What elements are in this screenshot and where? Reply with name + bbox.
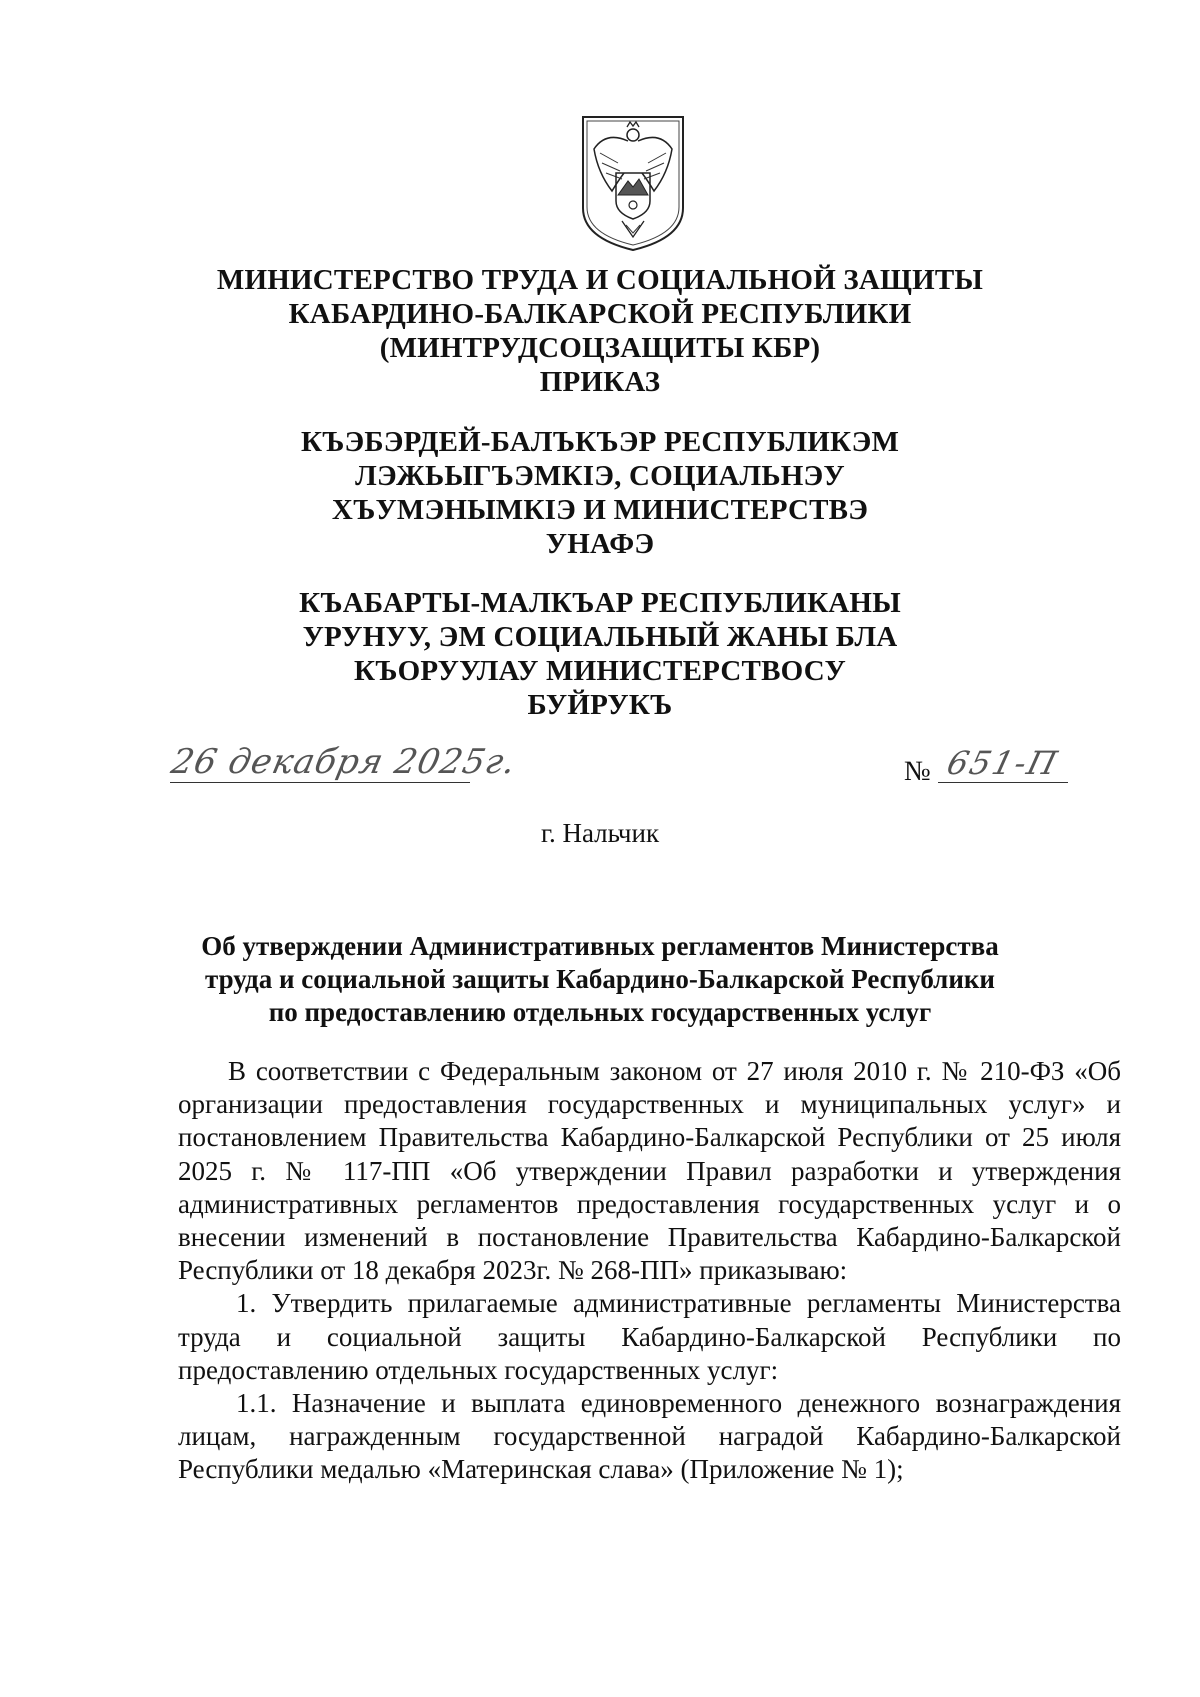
header-ru-line-3: (МИНТРУДСОЦЗАЩИТЫ КБР) xyxy=(379,332,821,364)
header-kab-line-2: ЛЭЖЬЫГЪЭМКIЭ, СОЦИАЛЬНЭУ xyxy=(355,460,845,492)
number-label: № xyxy=(904,756,931,787)
item-1-1-paragraph: 1.1. Назначение и выплата единовременного денежного вознаграждения лицам, награжденным государственной наградой Кабардино-Балкарской Республики медалью «Материнская слава» (Приложение № 1); xyxy=(178,1388,1121,1485)
title-line-1: Об утверждении Административных регламентов Министерства xyxy=(201,931,999,961)
header-kab xyxy=(150,425,1050,561)
header-ru-line-4: ПРИКАЗ xyxy=(539,366,661,398)
date-handwritten: 26 декабря 2025г. xyxy=(167,742,520,782)
date-underline xyxy=(170,782,470,783)
city: г. Нальчик xyxy=(540,818,660,848)
document-title xyxy=(150,930,1050,1029)
header-bal-line-2: УРУНУУ, ЭМ СОЦИАЛЬНЫЙ ЖАНЫ БЛА xyxy=(302,621,898,653)
header-bal-line-3: КЪОРУУЛАУ МИНИСТЕРСТВОСУ xyxy=(354,655,846,687)
number-handwritten: 651-П xyxy=(943,744,1063,782)
number-underline xyxy=(938,782,1068,783)
kbr-coat-of-arms-icon xyxy=(578,113,688,253)
item-1-paragraph: 1. Утвердить прилагаемые административные регламенты Министерства труда и социальной защиты Кабардино-Балкарской Республики по предоставлению отдельных государственных услуг: xyxy=(178,1288,1121,1385)
date-number-row xyxy=(167,742,1070,822)
preamble-paragraph: В соответствии с Федеральным законом от 27 июля 2010 г. № 210-ФЗ «Об организации предоставления государственных и муниципальных услуг» и постановлением Правительства Кабардино-Балкарской Республики от 25 июля 2025 г. № 117-ПП «Об утверждении Правил разработки и утверждения административных регламентов предоставления государственных услуг и о внесении изменений в постановление Правительства Кабардино-Балкарской Республики от 18 декабря 2023г. № 268-ПП» приказываю: xyxy=(178,1056,1121,1286)
header-kab-line-4: УНАФЭ xyxy=(545,528,655,560)
header-kab-line-3: ХЪУМЭНЫМКIЭ И МИНИСТЕРСТВЭ xyxy=(331,494,869,526)
document-body xyxy=(178,1055,1121,1487)
header-bal-line-4: БУЙРУКЪ xyxy=(527,689,673,721)
header-kab-line-1: КЪЭБЭРДЕЙ-БАЛЪКЪЭР РЕСПУБЛИКЭМ xyxy=(300,426,900,458)
header-ru xyxy=(150,263,1050,399)
header-ru-line-1: МИНИСТЕРСТВО ТРУДА И СОЦИАЛЬНОЙ ЗАЩИТЫ xyxy=(216,264,984,296)
header-ru-line-2: КАБАРДИНО-БАЛКАРСКОЙ РЕСПУБЛИКИ xyxy=(288,298,912,330)
title-line-3: по предоставлению отдельных государственных услуг xyxy=(268,997,932,1027)
header-bal-line-1: КЪАБАРТЫ-МАЛКЪАР РЕСПУБЛИКАНЫ xyxy=(299,587,901,619)
title-line-2: труда и социальной защиты Кабардино-Балкарской Республики xyxy=(204,964,995,994)
header-bal xyxy=(150,586,1050,722)
